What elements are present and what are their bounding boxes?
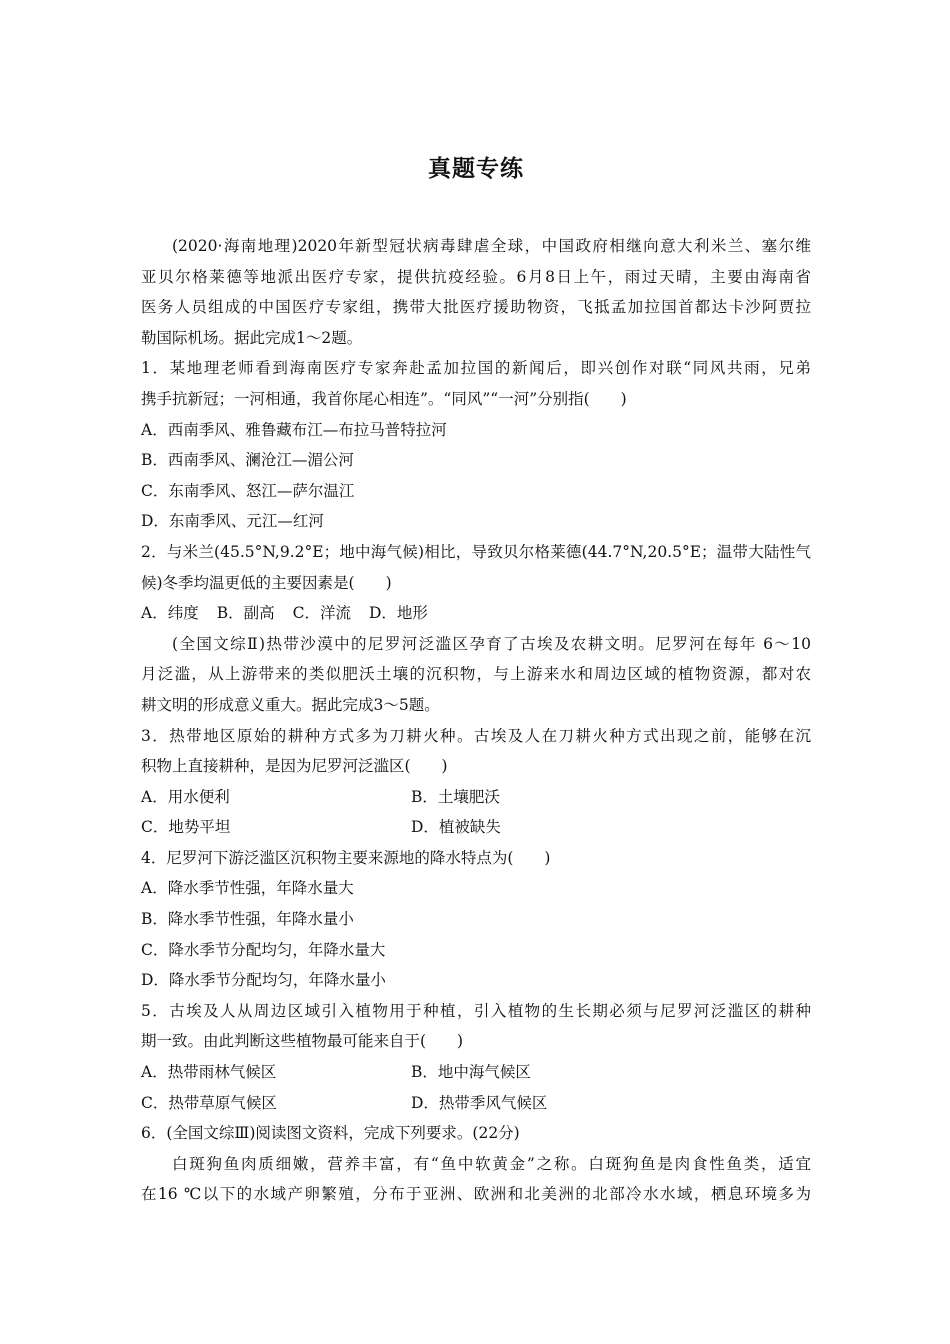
- question-1-option-a: A．西南季风、雅鲁藏布江—布拉马普特拉河: [141, 420, 447, 439]
- passage-1-line: 亚贝尔格莱德等地派出医疗专家，提供抗疫经验。6月8日上午，雨过天晴，主要由海南省: [141, 267, 811, 286]
- passage-2-line: 耕文明的形成意义重大。据此完成3～5题。: [141, 695, 440, 714]
- question-3-options-row: [141, 782, 811, 813]
- page-title: 真题专练: [428, 156, 524, 182]
- question-5-options-row: [141, 1088, 811, 1119]
- question-3-option-b: B．土壤肥沃: [411, 787, 500, 806]
- passage-1-line: (2020·海南地理)2020年新型冠状病毒肆虐全球，中国政府相继向意大利米兰、塞尔维: [172, 237, 811, 255]
- question-3-option-a: A．用水便利: [141, 787, 230, 806]
- question-5-stem: 5．古埃及人从周边区域引入植物用于种植，引入植物的生长期必须与尼罗河泛滥区的耕种: [141, 1001, 811, 1020]
- question-3-options-row: [141, 812, 811, 843]
- question-5-option-c: C．热带草原气候区: [141, 1093, 277, 1112]
- passage-3-line: 在16 ℃以下的水域产卵繁殖，分布于亚洲、欧洲和北美洲的北部冷水水域，栖息环境多为: [141, 1185, 811, 1204]
- passage-2-line: (全国文综Ⅱ)热带沙漠中的尼罗河泛滥区孕育了古埃及农耕文明。尼罗河在每年 6～10: [172, 634, 811, 653]
- question-5-stem: 期一致。由此判断这些植物最可能来自于( ): [141, 1032, 464, 1051]
- passage-3-line: 白斑狗鱼肉质细嫩，营养丰富，有“鱼中软黄金”之称。白斑狗鱼是肉食性鱼类，适宜: [172, 1154, 811, 1173]
- question-6-stem: 6．(全国文综Ⅲ)阅读图文资料，完成下列要求。(22分): [141, 1124, 520, 1143]
- question-4-option-c: C．降水季节分配均匀，年降水量大: [141, 940, 386, 959]
- question-3-stem: 3．热带地区原始的耕种方式多为刀耕火种。古埃及人在刀耕火种方式出现之前，能够在沉: [141, 726, 811, 745]
- question-2-options: [141, 598, 811, 629]
- question-2-stem: 2．与米兰(45.5°N,9.2°E；地中海气候)相比，导致贝尔格莱德(44.7°N,20.5°E；温带大陆性气: [141, 542, 811, 561]
- question-4-option-b: B．降水季节性强，年降水量小: [141, 910, 354, 929]
- question-2-stem: 候)冬季均温更低的主要因素是( ): [141, 573, 392, 592]
- question-5-option-b: B．地中海气候区: [411, 1063, 531, 1082]
- question-1-option-c: C．东南季风、怒江—萨尔温江: [141, 481, 355, 500]
- document-body: [141, 231, 811, 1210]
- question-2-option-a: A．纬度: [141, 604, 199, 623]
- question-2-option-b: B．副高: [216, 604, 275, 623]
- question-4-stem: 4．尼罗河下游泛滥区沉积物主要来源地的降水特点为( ): [141, 848, 551, 867]
- question-2-option-d: D．地形: [368, 604, 428, 623]
- question-3-stem: 积物上直接耕种，是因为尼罗河泛滥区( ): [141, 757, 448, 776]
- question-3-option-c: C．地势平坦: [141, 818, 231, 837]
- question-5-option-a: A．热带雨林气候区: [141, 1063, 277, 1082]
- question-4-option-a: A．降水季节性强，年降水量大: [141, 879, 354, 898]
- question-5-options-row: [141, 1057, 811, 1088]
- question-1-option-b: B．西南季风、澜沧江—湄公河: [141, 451, 354, 470]
- question-1-stem: 携手抗新冠；一河相通，我首你尾心相连”。“同风”“一河”分别指( ): [141, 389, 627, 408]
- question-3-option-d: D．植被缺失: [411, 818, 501, 837]
- question-5-option-d: D．热带季风气候区: [411, 1093, 548, 1112]
- passage-1-line: 勒国际机场。据此完成1～2题。: [141, 328, 363, 347]
- question-2-option-c: C．洋流: [292, 604, 351, 623]
- question-1-stem: 1．某地理老师看到海南医疗专家奔赴孟加拉国的新闻后，即兴创作对联“同风共雨，兄弟: [141, 359, 811, 378]
- passage-2-line: 月泛滥，从上游带来的类似肥沃土壤的沉积物，与上游来水和周边区域的植物资源，都对农: [141, 665, 811, 684]
- question-1-option-d: D．东南季风、元江—红河: [141, 512, 324, 531]
- question-4-option-d: D．降水季节分配均匀，年降水量小: [141, 971, 386, 990]
- passage-1-line: 医务人员组成的中国医疗专家组，携带大批医疗援助物资，飞抵孟加拉国首都达卡沙阿贾拉: [141, 298, 811, 317]
